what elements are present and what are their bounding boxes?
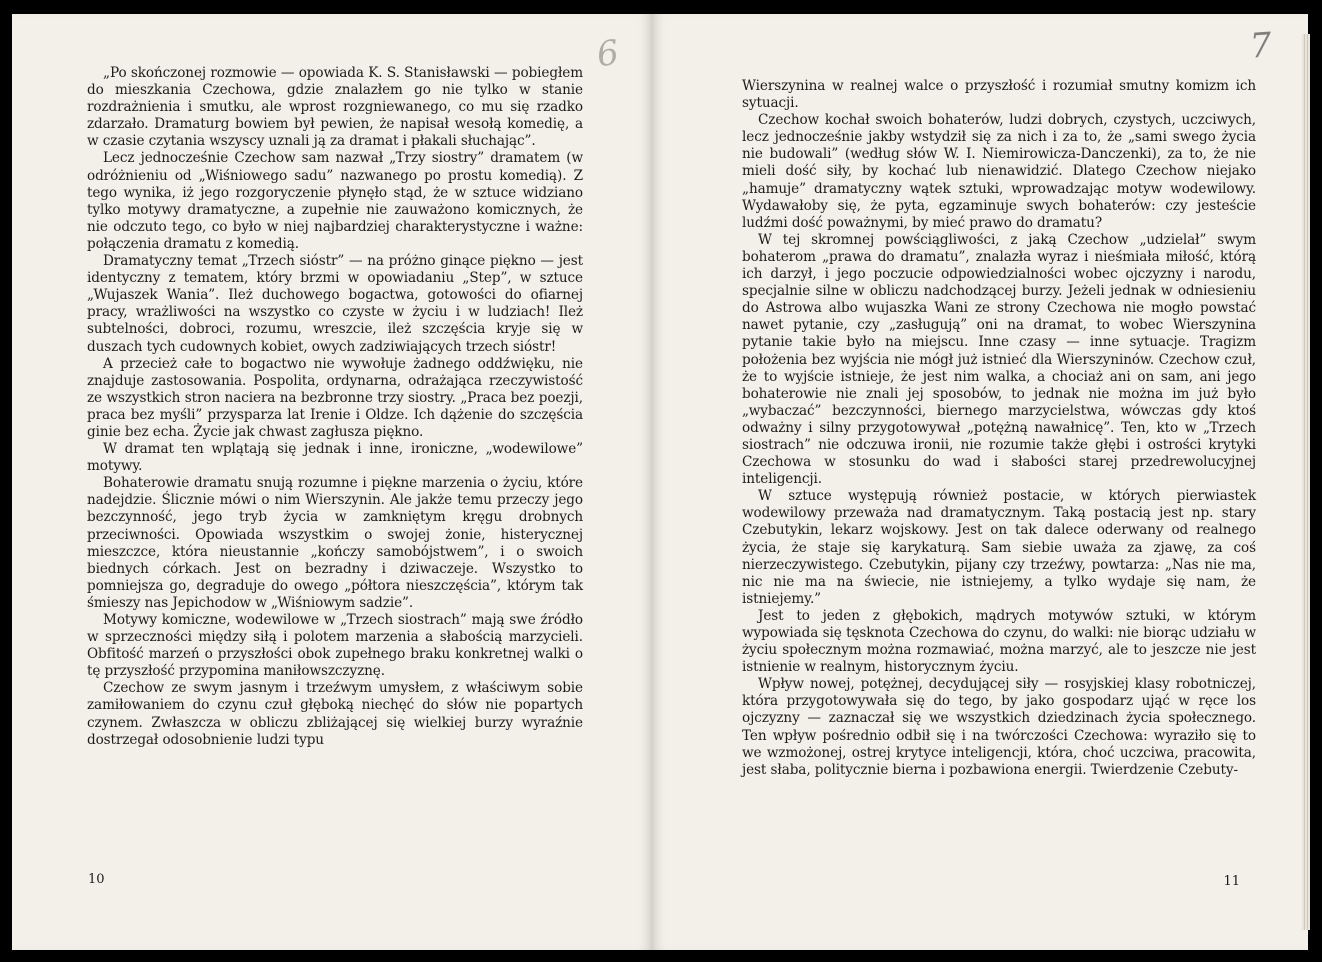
left-page (12, 14, 652, 950)
page-edges (1302, 34, 1310, 930)
paragraph: A przecież całe to bogactwo nie wywołuje żadnego oddźwięku, nie znajduje zastosowania. Pospolita, ordynarna, odrażająca rzeczywistość ze wszystkich stron naciera na bezbronne trzy siostry. „Praca bez poezji, praca bez myśli” przysparza lat Irenie i Oldze. Ich dążenie do szczęścia ginie bez echa. Życie jak chwast zagłusza piękno. (87, 355, 583, 440)
paragraph: „Po skończonej rozmowie — opowiada K. S. Stanisławski — pobiegłem do mieszkania Czechowa, gdzie znalazłem go nie tylko w stanie rozdrażnienia i smutku, ale wprost rozgniewanego, co mu się rzadko zdarzało. Dramaturg bowiem był pewien, że napisał wesołą komedię, a w czasie czytania wszyscy uznali ją za dramat i płakali słuchając”. (87, 65, 583, 150)
body-text (87, 65, 583, 749)
page-number: 10 (88, 872, 105, 887)
book-spread (12, 14, 1308, 950)
paragraph: W dramat ten wplątają się jednak i inne, ironiczne, „wodewilowe” motywy. (87, 441, 583, 475)
paragraph: Dramatyczny temat „Trzech sióstr” — na próżno ginące piękno — jest identyczny z tematem, który brzmi w opowiadaniu „Step”, w sztuce „Wujaszek Wania”. Ileż duchowego bogactwa, gotowości do ofiarnej pracy, wrażliwości na wszystko co czyste w życiu i w ludziach! Ileż subtelności, dobroci, rozumu, wreszcie, ileż szczęścia kryje się w duszach tych cudownych kobiet, owych zadziwiających trzech sióstr! (87, 253, 583, 355)
paragraph: W sztuce występują również postacie, w których pierwiastek wodewilowy przeważa nad dramatycznym. Taką postacią jest np. stary Czebutykin, lekarz wojskowy. Jest on tak dalece oderwany od realnego życia, że staje się karykaturą. Sam siebie uważa za zjawę, za coś nierzeczywistego. Czebutykin, pijany czy trzeźwy, powtarza: „Nas nie ma, nic nie ma na świecie, nie istniejemy, a tylko wydaje się nam, że istniejemy.” (742, 488, 1256, 607)
pencil-page-mark: 6 (594, 32, 622, 76)
paragraph: Wierszynina w realnej walce o przyszłość i rozumiał smutny komizm ich sytuacji. (742, 78, 1256, 112)
right-page (652, 14, 1308, 950)
paragraph: Bohaterowie dramatu snują rozumne i piękne marzenia o życiu, które nadejdzie. Ślicznie mówi o nim Wierszynin. Ale jakże temu przeczy jego bezczynność, jego tryb życia w zamkniętym kręgu drobnych przeciwności. Opowiada wszystkim o swojej żonie, histerycznej mieszczce, która nieustannie „kończy samobójstwem”, i o swoich biednych córkach. Jest on bezradny i dziwaczeje. Wszystko to pomniejsza go, degraduje do owego „półtora nieszczęścia”, którym tak śmieszy nas Jepichodow w „Wiśniowym sadzie”. (87, 475, 583, 611)
paragraph: Czechow ze swym jasnym i trzeźwym umysłem, z właściwym sobie zamiłowaniem do czynu czuł głęboką niechęć do słów nie popartych czynem. Zwłaszcza w obliczu zbliżającej się wielkiej burzy wyraźnie dostrzegał odosobnienie ludzi typu (87, 680, 583, 748)
paragraph: W tej skromnej powściągliwości, z jaką Czechow „udzielał” swym bohaterom „prawa do dramatu”, znalazła wyraz i nieśmiała miłość, którą ich darzył, i jego poczucie odpowiedzialności wobec ojczyzny i narodu, specjalnie silne w obliczu nadchodzącej burzy. Jeżeli jednak w odniesieniu do Astrowa albo wujaszka Wani ze strony Czechowa nie mogło powstać nawet pytanie, czy „zasługują” oni na dramat, to wobec Wierszynina pytanie takie było na miejscu. Inne czasy — inne sytuacje. Tragizm położenia bez wyjścia nie mógł już istnieć dla Wierszyninów. Czechow czuł, że to wyjście istnieje, że jest nim walka, a chociaż ani on sam, ani jego bohaterowie nie znali jej sposobów, to jednak nie można im już było „wybaczać” bezczynności, biernego marzycielstwa, wówczas gdy ktoś odważny i silny przygotowywał „potężną nawałnicę”. Ten, kto w „Trzech siostrach” nie odczuwa ironii, nie rozumie także głębi i ostrości krytyki Czechowa w stosunku do wad i słabości starej przedrewolucyjnej inteligencji. (742, 231, 1256, 488)
paragraph: Jest to jeden z głębokich, mądrych motywów sztuki, w którym wypowiada się tęsknota Czechowa do czynu, do walki: nie biorąc udziału w życiu społecznym można rozmawiać, można marzyć, ale to jeszcze nie jest istnienie w realnym, historycznym życiu. (742, 607, 1256, 676)
body-text (742, 78, 1256, 779)
paragraph: Wpływ nowej, potężnej, decydującej siły — rosyjskiej klasy robotniczej, która przygotowywała się do tego, by jako gospodarz ująć w ręce los ojczyzny — zaznaczał się we wszystkich dziedzinach życia społecznego. Ten wpływ pośrednio odbił się i na twórczości Czechowa: wyraziło się to we wzmożonej, ostrej krytyce inteligencji, która, choć uczciwa, pracowita, jest słaba, politycznie bierna i pozbawiona energii. Twierdzenie Czebuty- (742, 676, 1256, 778)
page-number: 11 (1223, 874, 1240, 889)
paragraph: Motywy komiczne, wodewilowe w „Trzech siostrach” mają swe źródło w sprzeczności między siłą i polotem marzenia a słabością marzycieli. Obfitość marzeń o przyszłości obok zupełnego braku konkretnej walki o tę przyszłość przypomina maniłowszczyznę. (87, 612, 583, 680)
paragraph: Lecz jednocześnie Czechow sam nazwał „Trzy siostry” dramatem (w odróżnieniu od „Wiśniowego sadu” nazwanego po prostu komedią). Z tego wynika, iż jego rozgoryczenie płynęło stąd, że w sztuce widziano tylko motywy dramatyczne, a zupełnie nie zauważono komicznych, że nie odczuto tego, co było w niej najbardziej charakterystyczne i ważne: połączenia dramatu z komedią. (87, 150, 583, 252)
pencil-page-mark: 7 (1248, 25, 1274, 67)
paragraph: Czechow kochał swoich bohaterów, ludzi dobrych, czystych, uczciwych, lecz jednocześnie jakby wstydził się za nich i za to, że „sami swego życia nie budowali” (według słów W. I. Niemirowicza-Danczenki), za to, że nie mieli dość siły, by kochać lub nienawidzić. Dlatego Czechow niejako „hamuje” dramatyczny wątek sztuki, wprowadzając motyw wodewilowy. Wydawałoby się, że pyta, egzaminuje swych bohaterów: czy jesteście ludźmi dość poważnymi, by mieć prawo do dramatu? (742, 112, 1256, 231)
